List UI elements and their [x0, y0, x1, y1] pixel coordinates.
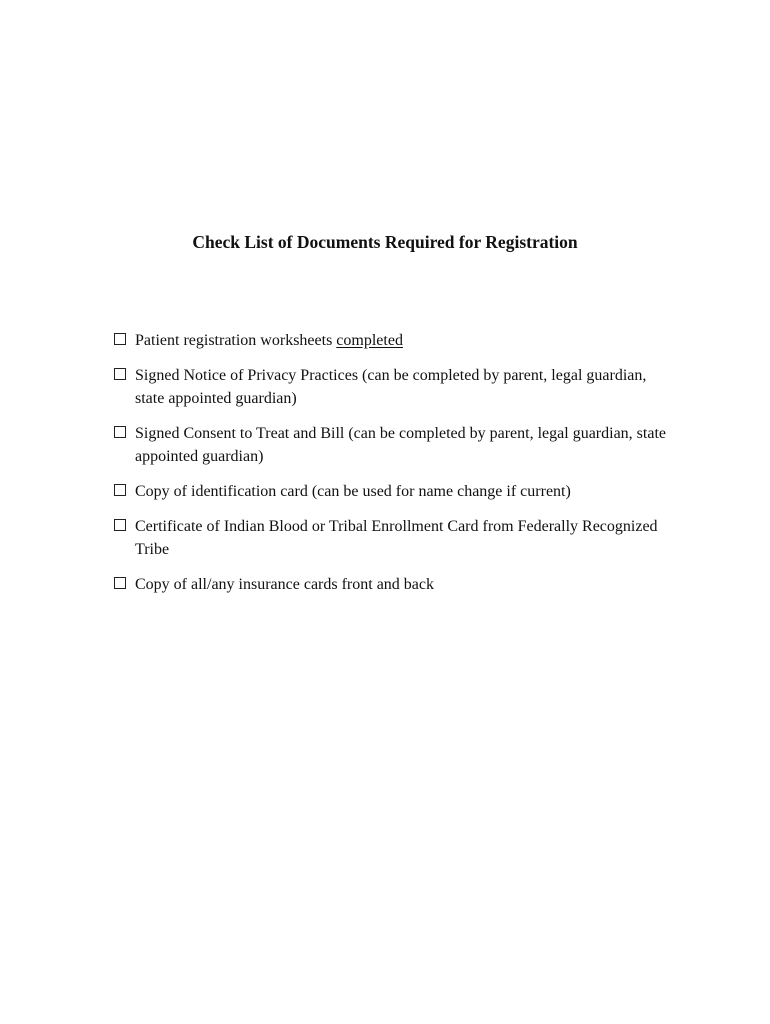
checklist-item-identification-card	[114, 480, 674, 503]
checkbox-icon[interactable]	[114, 368, 126, 380]
checklist-item-consent-to-treat	[114, 422, 674, 468]
checklist-item-label: Certificate of Indian Blood or Tribal Enrollment Card from Federally Recognized Tribe	[135, 518, 658, 558]
checklist-item-registration-worksheets	[114, 329, 674, 352]
checklist-item-label: Copy of identification card (can be used for name change if current)	[135, 483, 571, 500]
checkbox-icon[interactable]	[114, 577, 126, 589]
checklist-item-emphasis: completed	[336, 332, 403, 349]
checklist-item-privacy-practices	[114, 364, 674, 410]
page-title: Check List of Documents Required for Registration	[192, 232, 578, 252]
checklist-item-insurance-cards	[114, 573, 674, 596]
checklist-item-label: Copy of all/any insurance cards front and back	[135, 576, 435, 593]
checklist-item-label: Patient registration worksheets	[135, 332, 337, 349]
document-checklist	[114, 329, 674, 608]
checkbox-icon[interactable]	[114, 333, 126, 345]
checklist-item-indian-blood-certificate	[114, 515, 674, 561]
checklist-item-label: Signed Notice of Privacy Practices (can be completed by parent, legal guardian, state appointed guardian)	[135, 367, 647, 407]
checkbox-icon[interactable]	[114, 519, 126, 531]
checkbox-icon[interactable]	[114, 426, 126, 438]
checkbox-icon[interactable]	[114, 484, 126, 496]
checklist-item-label: Signed Consent to Treat and Bill (can be completed by parent, legal guardian, state appointed guardian)	[135, 425, 666, 465]
